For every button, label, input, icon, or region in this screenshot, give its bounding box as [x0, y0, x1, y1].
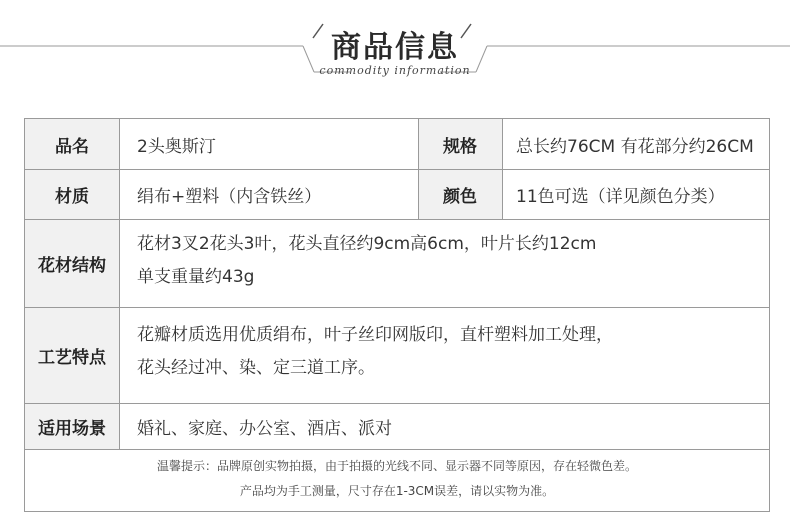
name-label: 品名 — [25, 119, 119, 169]
structure-line-2: 单支重量约43g — [137, 267, 255, 287]
row-divider — [25, 403, 769, 404]
footer-notice — [24, 450, 770, 512]
color-value: 11色可选（详见颜色分类） — [516, 186, 725, 207]
craft-line-2: 花头经过冲、染、定三道工序。 — [137, 358, 375, 378]
page-subtitle: commodity information — [319, 64, 471, 77]
structure-line-1: 花材3叉2花头3叶，花头直径约9cm高6cm，叶片长约12cm — [137, 234, 597, 254]
craft-line-1: 花瓣材质选用优质绢布，叶子丝印网版印，直杆塑料加工处理， — [137, 325, 613, 345]
size-label: 规格 — [418, 119, 502, 169]
usage-value: 婚礼、家庭、办公室、酒店、派对 — [137, 418, 392, 439]
name-value: 2头奥斯汀 — [137, 136, 216, 157]
row-divider — [25, 307, 769, 308]
color-label: 颜色 — [418, 169, 502, 219]
column-divider — [119, 119, 120, 449]
column-divider — [502, 119, 503, 219]
material-value: 绢布+塑料（内含铁丝） — [137, 186, 322, 207]
usage-label: 适用场景 — [25, 403, 119, 449]
structure-label: 花材结构 — [25, 219, 119, 307]
page-title: 商品信息 — [331, 30, 459, 65]
row-divider — [25, 219, 769, 220]
row-divider — [25, 169, 769, 170]
spec-table — [24, 118, 770, 450]
column-divider — [418, 119, 419, 219]
material-label: 材质 — [25, 169, 119, 219]
structure-value — [119, 219, 769, 307]
notice-line-2: 产品均为手工测量，尺寸存在1-3CM误差，请以实物为准。 — [239, 484, 555, 498]
size-value: 总长约76CM 有花部分约26CM — [516, 136, 754, 157]
craft-label: 工艺特点 — [25, 307, 119, 403]
craft-value — [119, 307, 769, 403]
section-header — [0, 0, 790, 110]
notice-line-1: 温馨提示：品牌原创实物拍摄，由于拍摄的光线不同、显示器不同等原因，存在轻微色差。 — [156, 459, 637, 473]
